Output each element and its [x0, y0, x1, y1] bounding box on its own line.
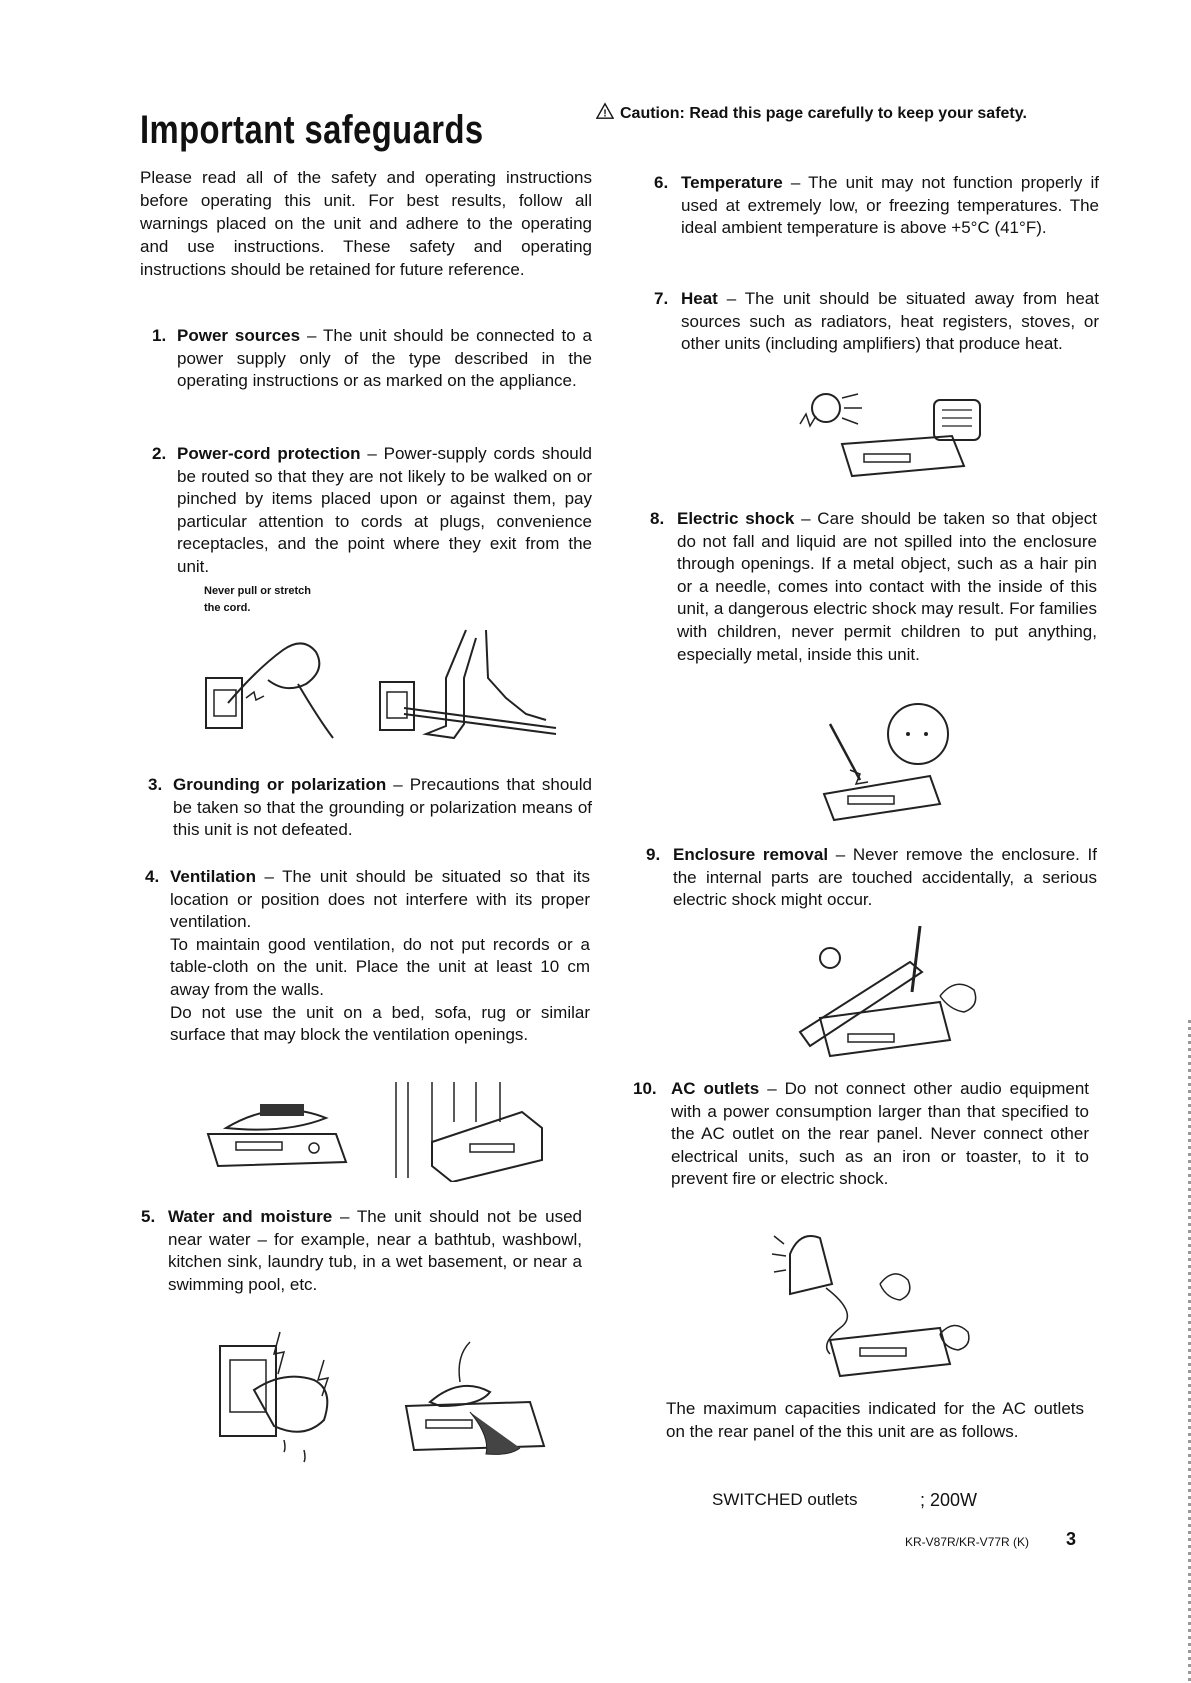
item-text: – The unit should be situated away from heat sources such as radiators, heat registers, stoves, or other units (including amplifiers) that produce heat.	[681, 289, 1099, 354]
item-text: – The unit should not be used near water – for example, near a bathtub, washbowl, kitchen sink, laundry tub, in a wet basement, or near a swimming pool, etc.	[168, 1207, 582, 1294]
item-heading: Grounding or polarization	[173, 775, 387, 794]
item-heading: Power-cord protection	[177, 444, 361, 463]
item-body	[673, 844, 1097, 912]
heat-source-illustration	[792, 384, 992, 492]
item-heading: AC outlets	[671, 1079, 760, 1098]
page-number: 3	[1066, 1529, 1077, 1549]
iron-connected-illustration	[770, 1224, 980, 1384]
wet-hands-plug-illustration	[214, 1330, 364, 1476]
intro-paragraph: Please read all of the safety and operating instructions before operating this unit. For best results, follow all warnings placed on the unit and adhere to the operating and use instructions. These safety and operating instructions should be retained for future reference.	[140, 168, 592, 279]
svg-text:!: !	[603, 108, 607, 120]
child-with-screwdriver-illustration	[820, 700, 964, 830]
item-text: – Precautions that should be taken so that the grounding or polarization means of this unit is not defeated.	[173, 775, 592, 840]
item-number: 8.	[650, 509, 665, 528]
item-heading: Temperature	[681, 173, 783, 192]
caution-banner	[596, 102, 1027, 125]
item-number: 3.	[148, 775, 163, 794]
item-number: 2.	[152, 444, 167, 463]
item-number: 4.	[145, 867, 160, 886]
item-text: – The unit may not function properly if used at extremely low, or freezing temperatures. The ideal ambient temperature is above +5°C (41°F).	[681, 173, 1099, 238]
item-text: – The unit should be connected to a power supply only of the type described in the operating instructions or as marked on the appliance.	[177, 326, 592, 391]
footer-model-number: KR-V87R/KR-V77R (K)	[905, 1535, 1030, 1549]
open-enclosure-illustration	[790, 922, 980, 1062]
outlet-label: SWITCHED outlets	[712, 1490, 858, 1509]
cord-note-line: the cord.	[204, 602, 251, 614]
item-heading: Enclosure removal	[673, 845, 829, 864]
covered-unit-illustration	[196, 1078, 358, 1170]
stepping-on-cord-illustration	[376, 628, 566, 750]
item-body	[681, 172, 1099, 240]
item-heading: Power sources	[177, 326, 301, 345]
item-heading: Ventilation	[170, 867, 256, 886]
spilled-vase-illustration	[400, 1336, 550, 1460]
item-body	[681, 288, 1099, 356]
item-number: 10.	[633, 1079, 657, 1098]
item-body	[177, 443, 592, 579]
item-text: Do not use the unit on a bed, sofa, rug or similar surface that may block the ventilation openings.	[170, 1002, 590, 1045]
item-text: – Do not connect other audio equipment with a power consumption larger than that specified to the AC outlet on the rear panel. Never connect other electrical units, such as an iron or toaster, to it to prevent fire or electric shock.	[671, 1079, 1090, 1189]
item-text: – Power-supply cords should be routed so that they are not likely to be walked on or pinched by items placed upon or against them, pay particular attention to cords at plugs, convenience receptacles, and the point where they exit from the unit.	[177, 444, 592, 576]
item-number: 7.	[654, 289, 669, 308]
item-body	[177, 325, 592, 393]
item-heading: Heat	[681, 289, 718, 308]
item-text: – Care should be taken so that object do not fall and liquid are not spilled into the enclosure through openings. If a metal object, such as a hair pin or a needle, comes into contact with the inside of this unit, a dangerous electric shock may result. For families with children, never permit children to put anything, especially metal, inside this unit.	[677, 509, 1097, 664]
item-number: 1.	[152, 326, 167, 345]
caution-text: Caution: Read this page carefully to keep your safety.	[620, 104, 1027, 122]
item-number: 6.	[654, 173, 669, 192]
pull-cord-illustration	[198, 628, 358, 750]
item-number: 9.	[646, 845, 661, 864]
warning-triangle-icon	[596, 102, 614, 125]
item-body	[168, 1206, 582, 1296]
page-title: Important safeguards	[140, 108, 484, 152]
outlet-value: ; 200W	[920, 1490, 978, 1510]
item-body	[671, 1078, 1089, 1191]
item-body	[173, 774, 592, 842]
unit-near-wall-illustration	[392, 1082, 558, 1182]
item-text: – Never remove the enclosure. If the internal parts are touched accidentally, a serious electric shock might occur.	[673, 845, 1098, 910]
item-body	[677, 508, 1097, 666]
item-body	[170, 866, 590, 1047]
item-number: 5.	[141, 1207, 156, 1226]
capacity-note: The maximum capacities indicated for the AC outlets on the rear panel of the this unit are as follows.	[666, 1399, 1084, 1441]
item-heading: Water and moisture	[168, 1207, 333, 1226]
item-text: – The unit should be situated so that its location or position does not interfere with its proper ventilation.	[170, 867, 590, 932]
cord-note-line: Never pull or stretch	[204, 585, 311, 597]
item-text: To maintain good ventilation, do not put records or a table-cloth on the unit. Place the unit at least 10 cm away from the walls.	[170, 934, 590, 999]
item-heading: Electric shock	[677, 509, 795, 528]
cord-note	[204, 583, 311, 617]
